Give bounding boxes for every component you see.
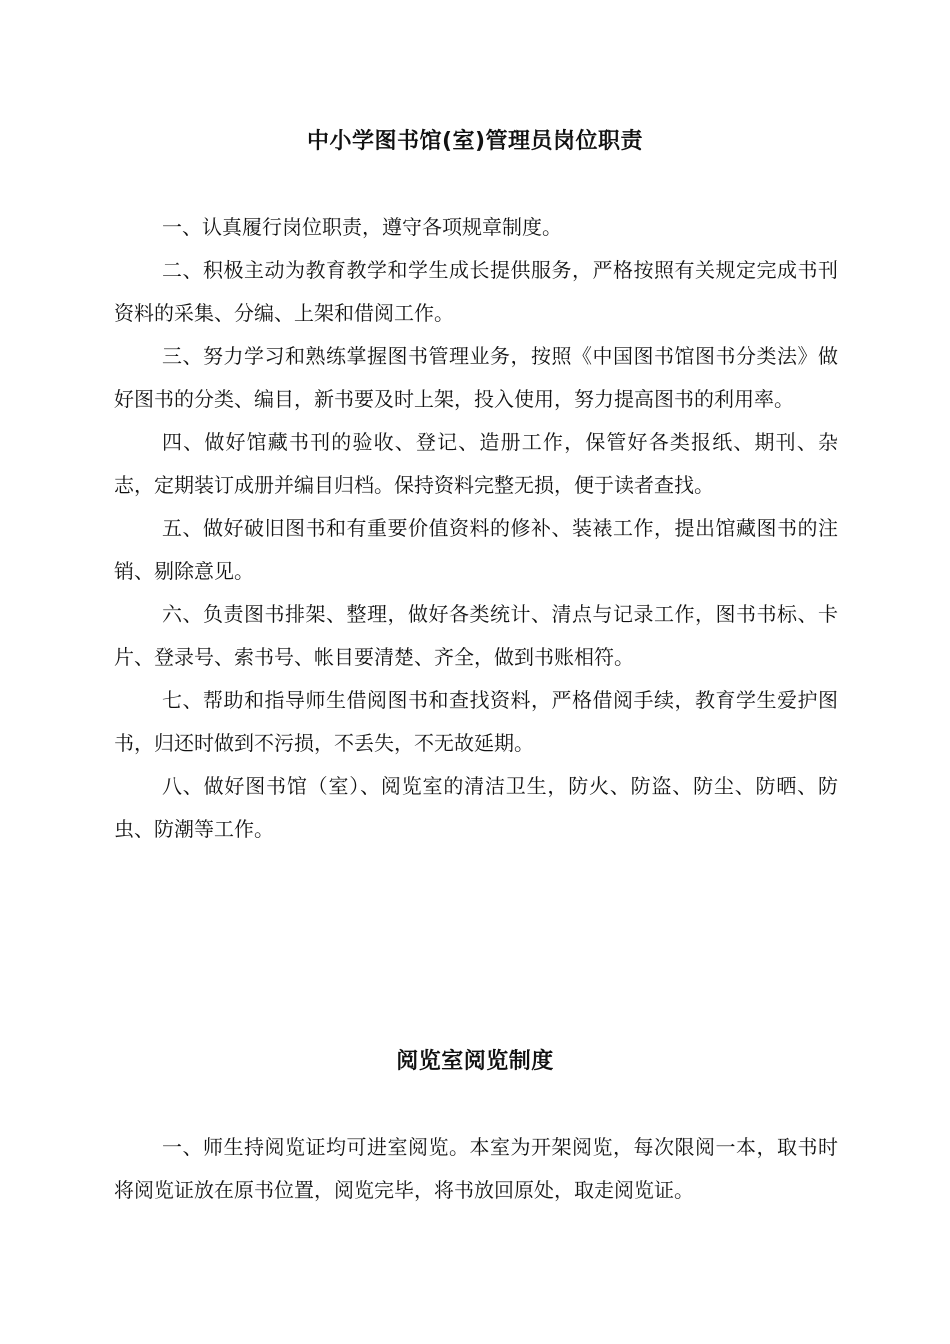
rule-paragraph-1: 一、师生持阅览证均可进室阅览。本室为开架阅览，每次限阅一本，取书时将阅览证放在原书位置，阅览完毕，将书放回原处，取走阅览证。 [114, 1135, 838, 1202]
duty-paragraph-1: 一、认真履行岗位职责，遵守各项规章制度。 [162, 215, 562, 239]
duty-paragraph-5: 五、做好破旧图书和有重要价值资料的修补、装裱工作，提出馆藏图书的注销、剔除意见。 [114, 516, 838, 583]
section-title-librarian-duties: 中小学图书馆(室)管理员岗位职责 [306, 129, 644, 154]
duty-paragraph-6: 六、负责图书排架、整理，做好各类统计、清点与记录工作，图书书标、卡片、登录号、索书号、帐目要清楚、齐全，做到书账相符。 [114, 602, 838, 669]
duty-paragraph-8: 八、做好图书馆（室）、阅览室的清洁卫生，防火、防盗、防尘、防晒、防虫、防潮等工作。 [114, 774, 838, 841]
duty-paragraph-3: 三、努力学习和熟练掌握图书管理业务，按照《中国图书馆图书分类法》做好图书的分类、编目，新书要及时上架，投入使用，努力提高图书的利用率。 [114, 344, 838, 411]
duty-paragraph-2: 二、积极主动为教育教学和学生成长提供服务，严格按照有关规定完成书刊资料的采集、分编、上架和借阅工作。 [114, 258, 838, 325]
librarian-duties-body [114, 206, 838, 851]
reading-room-rules-body [114, 1126, 838, 1212]
duty-paragraph-7: 七、帮助和指导师生借阅图书和查找资料，严格借阅手续，教育学生爱护图书，归还时做到不污损，不丢失，不无故延期。 [114, 688, 838, 755]
duty-paragraph-4: 四、做好馆藏书刊的验收、登记、造册工作，保管好各类报纸、期刊、杂志，定期装订成册并编目归档。保持资料完整无损，便于读者查找。 [114, 430, 838, 497]
section-title-reading-room-rules: 阅览室阅览制度 [396, 1049, 554, 1074]
